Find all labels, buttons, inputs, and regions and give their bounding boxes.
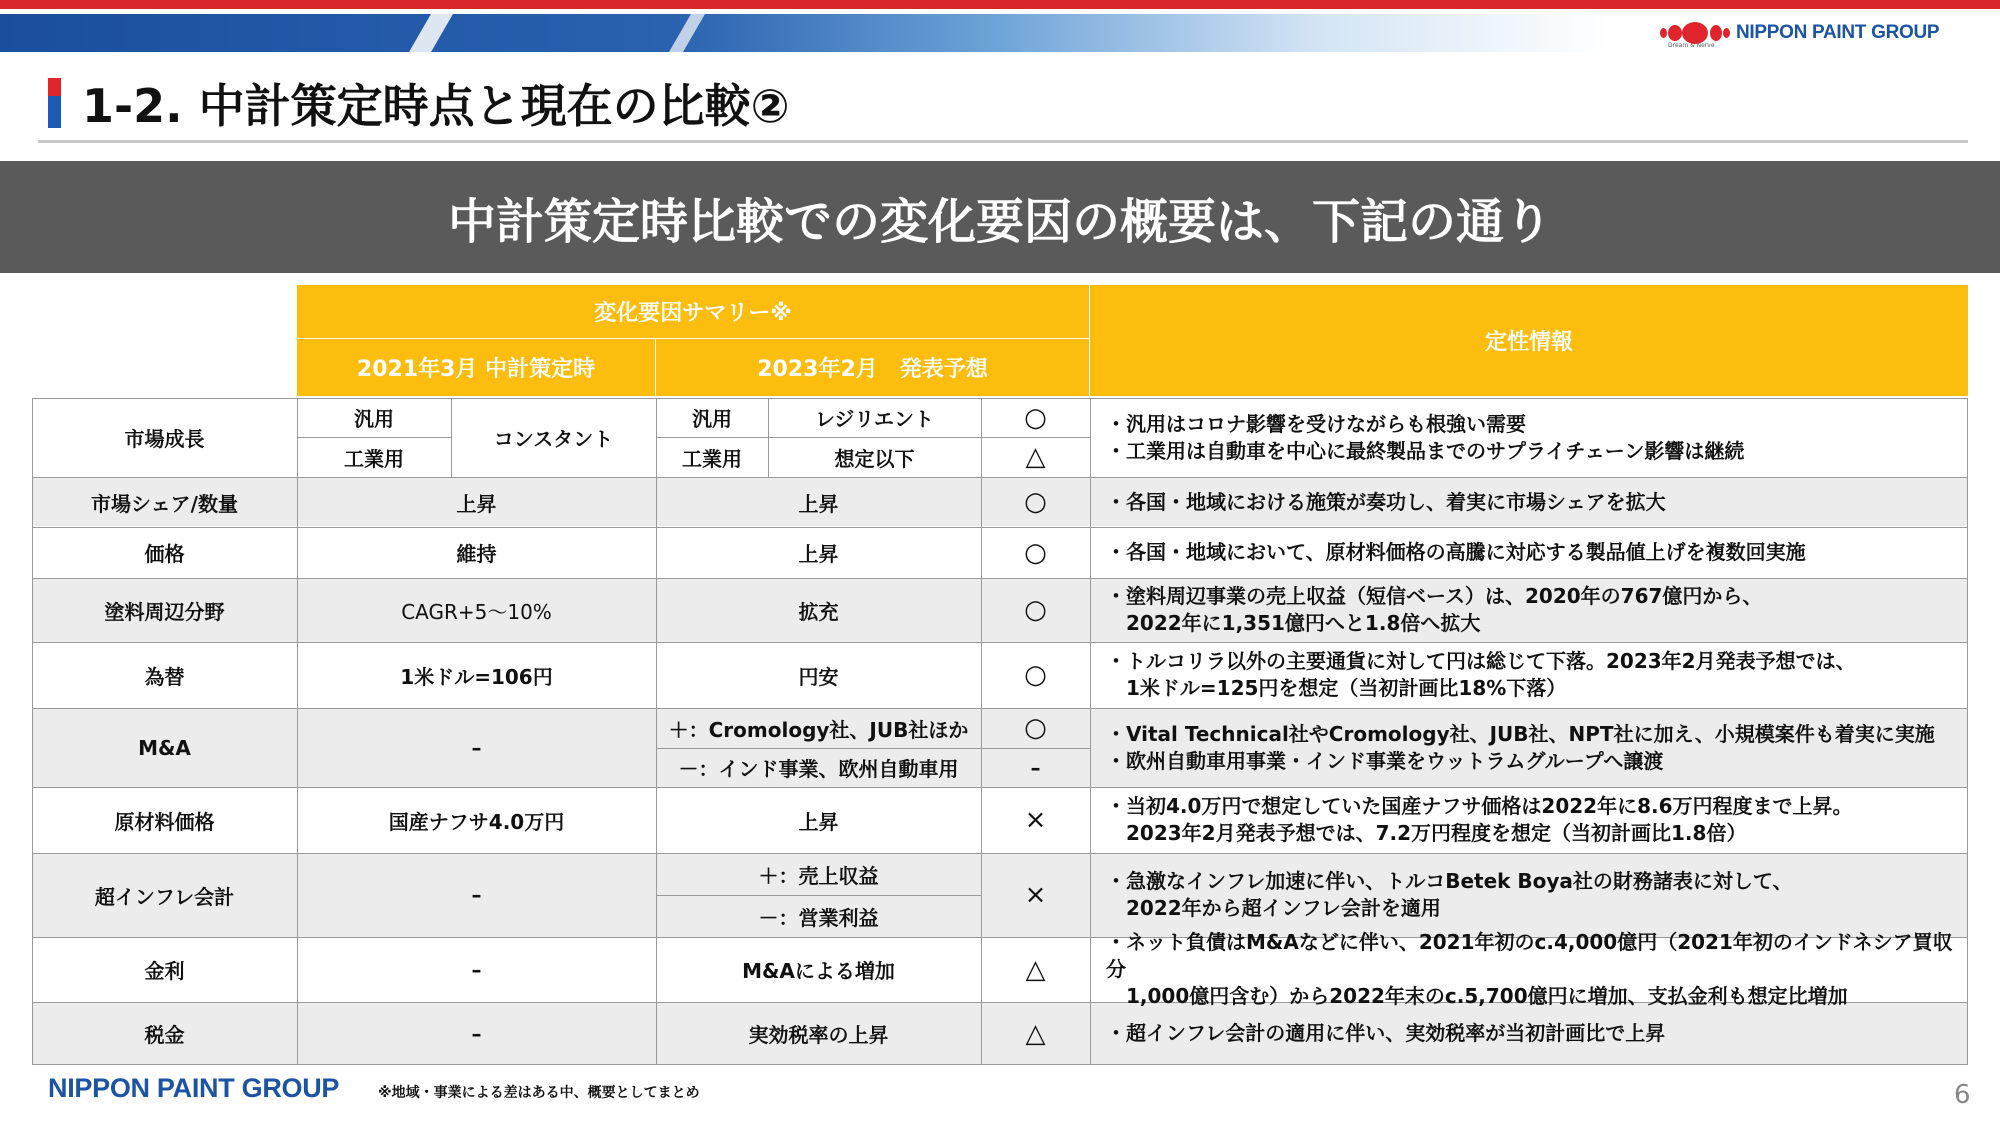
market-growth-mark1: ○: [1024, 402, 1047, 433]
header-col-2021: 2021年3月 中計策定時: [297, 339, 655, 396]
label-tax: 税金: [144, 1023, 185, 1047]
ma-plus: ＋：Cromology社、JUB社ほか: [668, 717, 969, 742]
price-mark: ○: [1024, 537, 1047, 568]
hyperinflation-mark: ×: [1024, 880, 1047, 910]
label-ma: M&A: [138, 735, 191, 760]
label-raw-materials: 原材料価格: [114, 809, 215, 834]
market-growth-value1-2023: レジリエント: [814, 407, 935, 431]
market-share-2023: 上昇: [798, 491, 839, 516]
header-col-2023: 2023年2月 発表予想: [656, 339, 1089, 396]
market-growth-sub2-2023: 工業用: [682, 446, 742, 471]
peripheral-2021: CAGR+5～10%: [401, 599, 552, 624]
summary-banner: [0, 161, 2000, 273]
market-share-2021: 上昇: [456, 491, 497, 516]
title-divider: [38, 140, 1968, 143]
ma-info: ・Vital Technical社やCromology社、JUB社、NPT社に加え、小規模案件も着実に実施 ・欧州自動車用事業・インド事業をウットラムグループへ譲渡: [1106, 721, 1935, 773]
header-summary: 変化要因サマリー※: [297, 285, 1089, 338]
label-interest: 金利: [144, 959, 185, 983]
ma-plus-mark: ○: [1024, 713, 1047, 743]
hyperinflation-info: ・急激なインフレ加速に伴い、トルコBetek Boya社の財務諸表に対して、 2022年から超インフレ会計を適用: [1106, 869, 1793, 920]
label-price: 価格: [144, 542, 185, 566]
ma-2021: –: [471, 735, 482, 760]
market-growth-sub2-2021: 工業用: [344, 446, 404, 471]
hyperinflation-2021: –: [471, 883, 482, 907]
price-2023: 上昇: [798, 542, 839, 566]
header-brand-name: NIPPON PAINT GROUP: [1736, 22, 1940, 43]
label-peripheral: 塗料周辺分野: [104, 599, 225, 624]
hyperinflation-minus: －：営業利益: [758, 905, 879, 930]
fx-info: ・トルコリラ以外の主要通貨に対して円は総じて下落。2023年2月発表予想では、 1米ドル=125円を想定（当初計画比18%下落）: [1106, 649, 1856, 700]
market-growth-mark2: △: [1025, 442, 1046, 472]
footer-note: ※地域・事業による差はある中、概要としてまとめ: [378, 1085, 700, 1101]
top-blue-band: [0, 14, 1610, 52]
top-red-stripe: [0, 0, 2000, 9]
fx-mark: ○: [1024, 660, 1047, 690]
ma-minus-mark: –: [1030, 755, 1041, 780]
fx-2023: 円安: [798, 664, 839, 689]
banner-text: 中計策定時比較での変化要因の概要は、下記の通り: [447, 193, 1552, 250]
raw-materials-info: ・当初4.0万円で想定していた国産ナフサ価格は2022年に8.6万円程度まで上昇。 2023年2月発表予想では、7.2万円程度を想定（当初計画比1.8倍）: [1106, 794, 1853, 845]
interest-2023: M&Aによる増加: [742, 959, 895, 983]
page-title: 1-2. 中計策定時点と現在の比較②: [82, 79, 790, 133]
peripheral-2023: 拡充: [798, 599, 839, 624]
market-growth-value-2021: コンスタント: [493, 427, 614, 451]
ma-minus: －：インド事業、欧州自動車用: [678, 757, 959, 781]
peripheral-mark: ○: [1024, 595, 1047, 625]
price-2021: 維持: [456, 542, 497, 566]
fx-2021: 1米ドル=106円: [400, 664, 553, 689]
market-share-info: ・各国・地域における施策が奏功し、着実に市場シェアを拡大: [1106, 489, 1666, 514]
title-accent-bar: [48, 78, 61, 128]
interest-mark: △: [1025, 954, 1046, 985]
raw-materials-mark: ×: [1024, 805, 1047, 835]
label-fx: 為替: [144, 664, 185, 689]
market-share-mark: ○: [1024, 487, 1047, 517]
label-market-growth: 市場成長: [124, 427, 205, 451]
interest-2021: –: [471, 957, 482, 982]
hyperinflation-plus: ＋：売上収益: [758, 863, 879, 888]
label-hyperinflation: 超インフレ会計: [94, 884, 235, 909]
label-market-share: 市場シェア/数量: [91, 491, 238, 516]
tax-2021: –: [471, 1021, 482, 1046]
tax-2023: 実効税率の上昇: [748, 1023, 889, 1047]
brand-tagline: Dream & Nerve: [1668, 42, 1715, 49]
raw-materials-2023: 上昇: [798, 809, 839, 834]
tax-mark: △: [1025, 1018, 1046, 1049]
tax-info: ・超インフレ会計の適用に伴い、実効税率が当初計画比で上昇: [1106, 1021, 1666, 1045]
market-growth-sub1-2023: 汎用: [692, 407, 732, 431]
market-growth-sub1-2021: 汎用: [354, 407, 394, 431]
interest-info: ・ネット負債はM&Aなどに伴い、2021年初のc.4,000億円（2021年初のインドネシア買収分 1,000億円含む）から2022年末のc.5,700億円に増加、支払金利も想定比増加: [1106, 930, 1953, 1008]
price-info: ・各国・地域において、原材料価格の高騰に対応する製品値上げを複数回実施: [1106, 540, 1806, 564]
market-growth-info: ・汎用はコロナ影響を受けながらも根強い需要 ・工業用は自動車を中心に最終製品までのサプライチェーン影響は継続: [1106, 411, 1745, 463]
footer-logo: NIPPON PAINT GROUP: [48, 1073, 340, 1103]
raw-materials-2021: 国産ナフサ4.0万円: [388, 809, 565, 834]
market-growth-value2-2023: 想定以下: [834, 446, 915, 471]
peripheral-info: ・塗料周辺事業の売上収益（短信ベース）は、2020年の767億円から、 2022年に1,351億円へと1.8倍へ拡大: [1106, 584, 1763, 635]
page-number: 6: [1954, 1080, 1971, 1110]
header-qualitative: 定性情報: [1090, 285, 1968, 396]
